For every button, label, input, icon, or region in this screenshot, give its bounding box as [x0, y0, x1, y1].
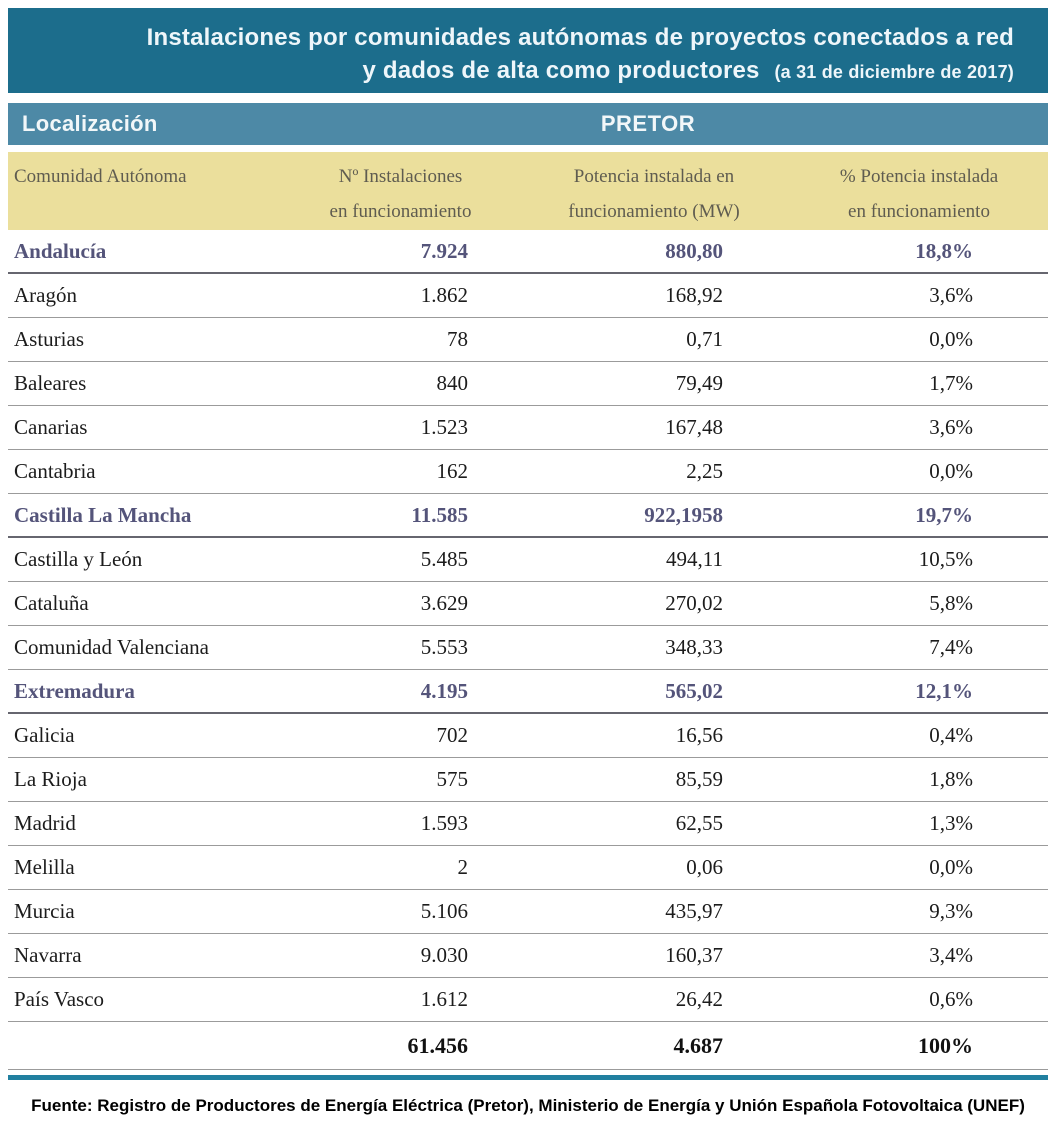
region-name: Asturias [14, 327, 84, 351]
table-row [8, 274, 1048, 318]
power-value: 79,49 [675, 371, 723, 395]
power-value: 565,02 [665, 678, 723, 703]
percent-value: 3,6% [929, 415, 973, 439]
region-name: Madrid [14, 811, 76, 835]
table-row [8, 626, 1048, 670]
table-row [8, 846, 1048, 890]
column-header-comunidad [8, 159, 283, 230]
percent-value: 1,8% [929, 767, 973, 791]
pretor-label: PRETOR [600, 111, 696, 136]
power-value: 880,80 [665, 238, 723, 263]
table-row [8, 538, 1048, 582]
installations-value: 11.585 [411, 502, 468, 527]
power-value: 348,33 [665, 635, 723, 659]
table-row [8, 582, 1048, 626]
column-header-line: Potencia instalada en [573, 166, 735, 187]
installations-value: 702 [436, 723, 468, 747]
region-name: Galicia [14, 723, 75, 747]
percent-value: 18,8% [915, 238, 973, 263]
column-header-porcentaje [790, 159, 1048, 230]
region-name: La Rioja [14, 767, 87, 791]
bottom-divider-line [8, 1075, 1048, 1080]
installations-value: 575 [436, 767, 468, 791]
installations-value: 2 [457, 855, 468, 879]
region-name: Melilla [14, 855, 75, 879]
installations-value: 840 [436, 371, 468, 395]
table-row [8, 758, 1048, 802]
table-row [8, 714, 1048, 758]
report-date-note: (a 31 de diciembre de 2017) [774, 61, 1014, 82]
installations-value: 3.629 [420, 591, 468, 615]
table-row [8, 318, 1048, 362]
column-header-potencia [518, 159, 790, 230]
percent-value: 5,8% [929, 591, 973, 615]
column-header-line: % Potencia instalada [839, 166, 999, 187]
totals-percent: 100% [918, 1032, 973, 1058]
power-value: 270,02 [665, 591, 723, 615]
column-header-line: en funcionamiento [848, 201, 990, 222]
percent-value: 10,5% [918, 547, 973, 571]
region-name: Cantabria [14, 459, 96, 483]
table-row [8, 934, 1048, 978]
percent-value: 3,4% [929, 943, 973, 967]
percent-value: 0,0% [929, 855, 973, 879]
power-value: 0,71 [686, 327, 723, 351]
column-header-line: Comunidad Autónoma [14, 166, 187, 187]
region-name: Aragón [14, 283, 77, 307]
power-value: 167,48 [665, 415, 723, 439]
report-title-line2 [28, 54, 1014, 89]
power-value: 85,59 [675, 767, 723, 791]
power-value: 922,1958 [644, 502, 723, 527]
table-row [8, 670, 1048, 714]
installations-value: 5.485 [420, 547, 468, 571]
percent-value: 12,1% [915, 678, 973, 703]
region-name: Extremadura [14, 678, 135, 703]
region-name: Navarra [14, 943, 82, 967]
title-banner [8, 8, 1048, 93]
region-name: País Vasco [14, 987, 105, 1011]
installations-value: 162 [436, 459, 468, 483]
report-page [0, 8, 1056, 1129]
region-name: Comunidad Valenciana [14, 635, 209, 659]
installations-value: 5.553 [420, 635, 468, 659]
power-value: 0,06 [686, 855, 723, 879]
table-row [8, 802, 1048, 846]
power-value: 16,56 [675, 723, 723, 747]
percent-value: 1,7% [929, 371, 973, 395]
percent-value: 0,0% [929, 459, 973, 483]
power-value: 435,97 [665, 899, 723, 923]
region-name: Castilla La Mancha [14, 502, 192, 527]
installations-value: 1.612 [420, 987, 468, 1011]
installations-value: 4.195 [420, 678, 468, 703]
column-header-line: Nº Instalaciones [338, 166, 463, 187]
table-row [8, 362, 1048, 406]
location-bar [8, 103, 1048, 145]
percent-value: 9,3% [929, 899, 973, 923]
installations-value: 1.523 [420, 415, 468, 439]
region-name: Cataluña [14, 591, 89, 615]
table-row [8, 406, 1048, 450]
power-value: 26,42 [675, 987, 723, 1011]
report-title-line1: Instalaciones por comunidades autónomas de proyectos conectados a red [146, 23, 1014, 51]
table-row [8, 494, 1048, 538]
table-row [8, 890, 1048, 934]
percent-value: 0,6% [929, 987, 973, 1011]
column-header-instalaciones [283, 159, 518, 230]
power-value: 62,55 [675, 811, 723, 835]
region-name: Canarias [14, 415, 88, 439]
source-footer: Fuente: Registro de Productores de Energía Eléctrica (Pretor), Ministerio de Energía y Unión Española Fotovoltaica (UNEF) [31, 1096, 1025, 1115]
report-title-line2-text: y dados de alta como productores [362, 56, 760, 84]
totals-installations: 61.456 [407, 1032, 468, 1058]
region-name: Murcia [14, 899, 75, 923]
totals-row [8, 1022, 1048, 1070]
power-value: 2,25 [686, 459, 723, 483]
column-header-line: funcionamiento (MW) [568, 201, 740, 222]
installations-value: 78 [447, 327, 468, 351]
percent-value: 7,4% [929, 635, 973, 659]
percent-value: 0,0% [929, 327, 973, 351]
totals-power: 4.687 [673, 1032, 723, 1058]
table-row [8, 450, 1048, 494]
table-row [8, 978, 1048, 1022]
installations-value: 1.862 [420, 283, 468, 307]
power-value: 160,37 [665, 943, 723, 967]
installations-value: 1.593 [420, 811, 468, 835]
table-body [8, 230, 1048, 1070]
region-name: Castilla y León [14, 547, 143, 571]
table-column-header [8, 152, 1048, 230]
power-value: 494,11 [666, 547, 723, 571]
percent-value: 0,4% [929, 723, 973, 747]
localizacion-label: Localización [22, 111, 158, 136]
region-name: Andalucía [14, 238, 107, 263]
installations-value: 5.106 [420, 899, 468, 923]
percent-value: 1,3% [929, 811, 973, 835]
percent-value: 3,6% [929, 283, 973, 307]
installations-value: 7.924 [420, 238, 468, 263]
installations-value: 9.030 [420, 943, 468, 967]
percent-value: 19,7% [915, 502, 973, 527]
region-name: Baleares [14, 371, 87, 395]
power-value: 168,92 [665, 283, 723, 307]
column-header-line: en funcionamiento [329, 201, 472, 222]
table-row [8, 230, 1048, 274]
